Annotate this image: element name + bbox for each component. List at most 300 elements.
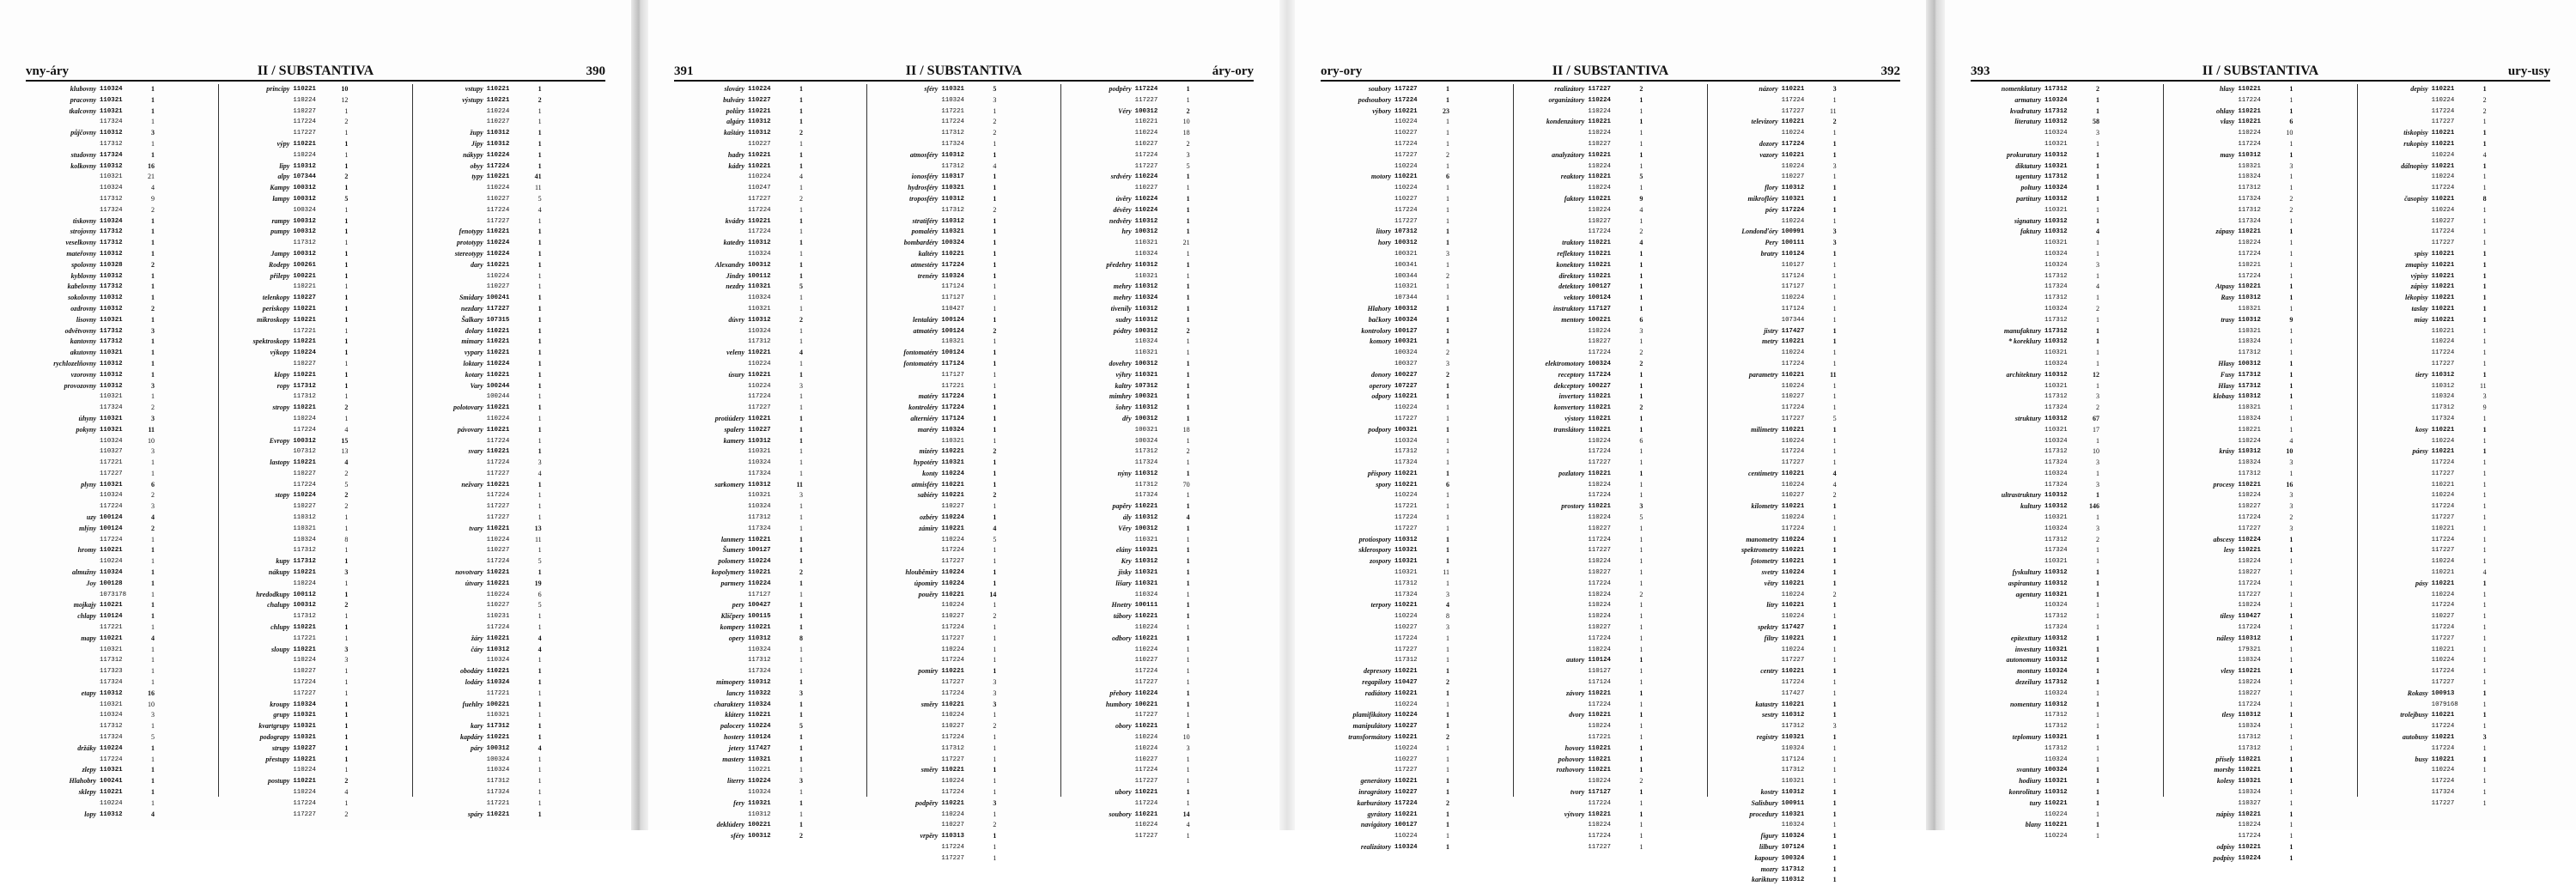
word-entry [416, 194, 602, 205]
word-entry [677, 249, 863, 260]
frequency-count: 1 [1639, 689, 1643, 697]
tag-code: 110321 [293, 712, 316, 719]
tag-code: 110324 [1781, 744, 1805, 752]
word-form: spisy [2414, 249, 2428, 258]
frequency-count: 1 [538, 106, 542, 115]
tag-code: 110221 [1781, 371, 1805, 379]
frequency-count: 1 [1446, 743, 1449, 752]
word-form [2167, 655, 2238, 666]
word-form: montury [2016, 667, 2041, 676]
frequency-count: 1 [538, 425, 542, 434]
frequency-count: 1 [2482, 711, 2487, 719]
tag-code: 117227 [293, 689, 316, 697]
word-entry [871, 765, 1056, 776]
frequency-count: 1 [344, 711, 349, 719]
word-entry [1517, 425, 1703, 436]
word-form: instruktory [1552, 304, 1585, 313]
frequency-count: 3 [344, 645, 349, 653]
frequency-count: 3 [1446, 249, 1449, 258]
word-entry [2361, 359, 2547, 370]
word-form [222, 95, 293, 106]
word-form: agentury [2015, 590, 2041, 598]
frequency-count: 1 [538, 798, 542, 807]
frequency-count: 1 [799, 700, 803, 708]
tag-code: 117124 [1588, 679, 1611, 687]
word-form [2167, 139, 2238, 150]
word-entry [2361, 84, 2547, 95]
word-entry [1711, 128, 1897, 139]
word-entry [222, 611, 408, 622]
word-entry [1711, 810, 1897, 821]
word-form: klubovny [70, 85, 96, 93]
word-entry [1324, 710, 1510, 721]
tag-code: 110221 [748, 536, 771, 543]
tag-code: 110224 [1394, 162, 1418, 170]
tag-code: 110312 [941, 217, 964, 225]
frequency-count: 1 [1639, 271, 1643, 280]
frequency-count: 4 [1832, 480, 1837, 489]
word-entry [1324, 567, 1510, 579]
tag-code: 110321 [2044, 206, 2068, 214]
word-entry [1517, 436, 1703, 447]
word-form: parmery [720, 579, 744, 587]
frequency-count: 1 [799, 205, 803, 214]
tag-code: 110221 [1588, 744, 1611, 752]
word-form: páesy [2412, 447, 2428, 456]
word-form: míay [2414, 315, 2428, 324]
frequency-count: 1 [1186, 491, 1190, 500]
tag-code: 110221 [2238, 283, 2261, 291]
frequency-count: 1 [799, 557, 803, 566]
word-form [1065, 95, 1135, 106]
word-form: principy [266, 85, 290, 93]
frequency-count: 1 [151, 228, 155, 236]
word-form [2361, 535, 2432, 546]
word-entry [2361, 150, 2547, 161]
running-header [26, 60, 605, 79]
word-form: Klíčpery [720, 612, 744, 621]
word-form [2361, 721, 2432, 732]
word-entry [1517, 524, 1703, 535]
frequency-count: 2 [2482, 106, 2487, 115]
word-form: sabiéry [917, 491, 939, 500]
frequency-count: 11 [2479, 381, 2487, 390]
tag-code: 110227 [1588, 624, 1611, 632]
tag-code: 110321 [2044, 646, 2068, 653]
tag-code: 110224 [486, 185, 510, 192]
frequency-count: 1 [1832, 271, 1837, 280]
frequency-count: 1 [538, 755, 542, 763]
frequency-count: 1 [1446, 513, 1449, 522]
word-form: registry [1756, 733, 1778, 742]
frequency-count: 1 [538, 689, 542, 697]
word-entry [2167, 260, 2353, 271]
word-entry [2167, 689, 2353, 700]
word-form: sféry [924, 85, 939, 93]
frequency-count: 2 [538, 95, 542, 104]
word-form: konrolitury [2008, 788, 2041, 796]
word-entry [2167, 535, 2353, 546]
word-entry [2167, 84, 2353, 95]
word-entry [871, 732, 1056, 743]
tag-code: 117312 [2238, 185, 2261, 192]
frequency-count: 1 [2482, 458, 2487, 467]
word-entry [871, 853, 1056, 865]
frequency-count: 1 [151, 359, 155, 367]
tag-code: 110312 [1134, 283, 1158, 291]
frequency-count: 1 [2289, 139, 2293, 148]
tag-code: 110321 [2238, 162, 2261, 170]
word-form: chlapy [77, 612, 96, 621]
frequency-count: 4 [1186, 821, 1190, 829]
word-entry [416, 645, 602, 656]
word-entry [1517, 501, 1703, 513]
word-form: atmatéry [913, 326, 939, 335]
tag-code: 117224 [1781, 140, 1805, 148]
word-form: hory [1377, 239, 1391, 247]
word-entry [222, 216, 408, 228]
word-entry [1065, 755, 1250, 766]
tag-code: 110227 [1588, 140, 1611, 148]
word-entry [677, 194, 863, 205]
word-entry [1517, 776, 1703, 787]
tag-code: 110224 [486, 591, 510, 598]
word-entry [2361, 655, 2547, 666]
tag-code: 110224 [748, 580, 771, 587]
word-entry [2167, 567, 2353, 579]
word-form: stratiféry [912, 216, 939, 225]
word-entry [871, 469, 1056, 480]
tag-code: 117224 [486, 558, 510, 566]
tag-code: 110312 [1134, 316, 1158, 324]
tag-code: 117227 [1781, 107, 1805, 115]
word-form [1517, 666, 1588, 677]
word-form: * koreklury [2008, 337, 2041, 346]
frequency-count: 1 [1832, 326, 1837, 335]
word-form: morsby [2214, 766, 2235, 774]
frequency-count: 2 [1639, 359, 1643, 367]
word-entry [2167, 458, 2353, 469]
frequency-count: 1 [2289, 832, 2293, 840]
tag-code: 110224 [1781, 613, 1805, 621]
word-form [1711, 436, 1782, 447]
frequency-count: 5 [799, 282, 803, 291]
frequency-count: 1 [1186, 623, 1190, 632]
word-entry [2361, 513, 2547, 524]
word-entry [2361, 535, 2547, 546]
frequency-count: 3 [1832, 85, 1837, 93]
word-form: Evropy [269, 436, 290, 445]
tag-code: 110312 [1134, 558, 1158, 566]
word-form [1324, 348, 1394, 359]
tag-code: 110312 [100, 382, 123, 390]
frequency-count: 1 [799, 623, 803, 632]
word-form [871, 556, 941, 567]
word-form: pozlatory [1558, 469, 1585, 477]
tag-code: 117427 [1781, 689, 1805, 697]
tag-code: 117312 [2238, 470, 2261, 477]
frequency-count: 1 [344, 150, 349, 159]
frequency-count: 1 [2096, 557, 2099, 566]
word-entry [1711, 501, 1897, 513]
word-form: nežvary [461, 480, 483, 489]
word-form [1065, 710, 1135, 721]
frequency-count: 1 [993, 601, 997, 610]
word-entry [1065, 205, 1250, 216]
word-form [29, 446, 100, 458]
word-entry [2167, 271, 2353, 282]
word-form [1324, 622, 1394, 634]
word-entry [222, 249, 408, 260]
word-entry [1324, 622, 1510, 634]
frequency-count: 4 [538, 645, 542, 653]
word-entry [871, 304, 1056, 315]
tag-code: 110312 [2238, 151, 2261, 159]
frequency-count: 1 [2289, 414, 2293, 422]
word-entry [1324, 743, 1510, 755]
tag-code: 117221 [100, 624, 123, 632]
frequency-count: 1 [993, 513, 997, 522]
word-form [29, 622, 100, 634]
word-form [222, 677, 293, 689]
word-entry [1711, 600, 1897, 611]
tag-code: 110312 [293, 162, 316, 170]
word-entry [1711, 315, 1897, 326]
word-form: závory [1566, 689, 1585, 697]
frequency-count: 3 [799, 689, 803, 697]
tag-code: 110321 [293, 723, 316, 731]
word-entry [29, 798, 215, 810]
tag-code: 117127 [748, 591, 771, 598]
frequency-count: 1 [1186, 788, 1190, 796]
word-form: zmapisy [2405, 260, 2428, 269]
frequency-count: 1 [993, 469, 997, 477]
word-form: výstory [1564, 414, 1585, 422]
tag-code: 110221 [2431, 712, 2455, 719]
word-form: přísely [2215, 755, 2235, 763]
frequency-count: 1 [151, 95, 155, 104]
frequency-count: 1 [2289, 249, 2293, 258]
word-entry [2361, 666, 2547, 677]
word-form: nedvěry [1109, 216, 1132, 225]
tag-code: 110221 [2431, 261, 2455, 269]
word-entry [1324, 600, 1510, 611]
word-form [416, 194, 487, 205]
tag-code: 110427 [1394, 679, 1418, 687]
word-form: akutovny [70, 349, 96, 357]
word-entry [677, 326, 863, 337]
tag-code: 107312 [1394, 228, 1418, 236]
word-entry [416, 634, 602, 645]
frequency-count: 4 [1832, 469, 1837, 477]
word-entry [1711, 524, 1897, 535]
tag-code: 110224 [941, 470, 964, 477]
word-entry [1065, 579, 1250, 590]
tag-code: 117224 [293, 799, 316, 807]
tag-code: 117124 [1781, 756, 1805, 763]
word-form: výpisy [2410, 271, 2428, 280]
frequency-count: 2 [344, 777, 349, 786]
frequency-count: 3 [1186, 743, 1190, 752]
word-form: mikroskopy [257, 315, 290, 324]
word-entry [29, 765, 215, 776]
tag-code: 110321 [1394, 569, 1418, 577]
frequency-count: 1 [151, 568, 155, 577]
frequency-count: 1 [2096, 766, 2099, 774]
word-entry [29, 260, 215, 271]
page-393 [1945, 0, 2576, 862]
tag-code: 110321 [748, 492, 771, 500]
frequency-count: 1 [538, 239, 542, 247]
frequency-count: 1 [1186, 777, 1190, 786]
frequency-count: 1 [1446, 129, 1449, 137]
word-form: tvary [469, 524, 483, 532]
word-entry [1711, 567, 1897, 579]
frequency-count: 1 [799, 546, 803, 555]
frequency-count: 1 [993, 173, 997, 181]
word-form [1517, 326, 1588, 337]
word-form [2361, 238, 2432, 249]
word-entry [677, 183, 863, 194]
frequency-count: 1 [151, 216, 155, 225]
frequency-count: 1 [1639, 832, 1643, 840]
tag-code: 117224 [1781, 360, 1805, 367]
word-form: faktury [2020, 228, 2041, 236]
word-form: nýny [1117, 469, 1132, 477]
frequency-count: 2 [344, 601, 349, 610]
tag-code: 110324 [486, 767, 510, 774]
word-form: vlasy [2220, 118, 2235, 126]
tag-code: 110321 [941, 86, 964, 93]
word-entry [1974, 446, 2160, 458]
tag-code: 110227 [1781, 492, 1805, 500]
tag-code: 117227 [293, 810, 316, 818]
word-form: lodáry [465, 678, 483, 687]
word-form: sklerospory [1358, 546, 1391, 555]
tag-code: 117312 [2044, 613, 2068, 621]
frequency-count: 1 [993, 349, 997, 357]
word-form: mateřovny [66, 249, 96, 258]
word-entry [1065, 337, 1250, 348]
frequency-count: 1 [1186, 612, 1190, 621]
word-entry [1065, 150, 1250, 161]
tag-code: 100227 [1588, 382, 1611, 390]
frequency-count: 1 [799, 601, 803, 610]
frequency-count: 10 [341, 85, 349, 93]
word-entry [1711, 381, 1897, 392]
word-entry [677, 469, 863, 480]
word-entry [2167, 590, 2353, 601]
tag-code: 110324 [1134, 294, 1158, 302]
word-entry [2167, 842, 2353, 853]
tag-code: 110221 [1588, 173, 1611, 181]
tag-code: 117312 [100, 327, 123, 335]
word-form [416, 600, 487, 611]
tag-code: 117312 [2238, 349, 2261, 357]
tag-code: 110227 [293, 294, 316, 302]
word-entry [1974, 304, 2160, 315]
word-entry [222, 183, 408, 194]
word-form [1517, 700, 1588, 711]
word-form: autonomury [2006, 656, 2041, 664]
word-entry [1065, 776, 1250, 787]
frequency-count: 2 [2482, 95, 2487, 104]
frequency-count: 1 [1639, 282, 1643, 291]
tag-code: 100312 [1134, 107, 1158, 115]
tag-code: 110321 [1134, 272, 1158, 280]
frequency-count: 1 [1832, 436, 1837, 445]
word-entry [1974, 590, 2160, 601]
word-form [1974, 205, 2044, 216]
frequency-count: 1 [2289, 743, 2293, 752]
tag-code: 110321 [1134, 569, 1158, 577]
tag-code: 110312 [100, 272, 123, 280]
word-form [1711, 611, 1782, 622]
tag-code: 110224 [2431, 338, 2455, 346]
tag-code: 117224 [1134, 151, 1158, 159]
word-entry [1065, 556, 1250, 567]
word-form [2361, 524, 2432, 535]
word-entry [2361, 95, 2547, 106]
tag-code: 110224 [2238, 558, 2261, 566]
tag-code: 110221 [1781, 634, 1805, 642]
word-entry [2361, 700, 2547, 711]
tag-code: 117224 [486, 492, 510, 500]
tag-code: 110221 [2431, 734, 2455, 742]
word-entry [416, 798, 602, 810]
word-entry [29, 810, 215, 821]
frequency-count: 1 [2289, 260, 2293, 269]
word-form [416, 776, 487, 787]
frequency-count: 1 [2482, 85, 2487, 93]
word-column [412, 84, 605, 818]
tag-code: 110321 [1134, 547, 1158, 555]
word-form [1065, 150, 1135, 161]
word-entry [1324, 765, 1510, 776]
word-entry [1324, 787, 1510, 798]
tag-code: 110312 [2044, 634, 2068, 642]
word-entry [1711, 765, 1897, 776]
tag-code: 100312 [1134, 415, 1158, 422]
tag-code: 117224 [293, 426, 316, 434]
tag-code: 110227 [486, 602, 510, 610]
word-entry [1324, 282, 1510, 293]
frequency-count: 4 [1446, 601, 1449, 610]
tag-code: 117224 [486, 624, 510, 632]
word-entry [1065, 348, 1250, 359]
frequency-count: 1 [538, 228, 542, 236]
word-form [1324, 414, 1394, 425]
frequency-count: 1 [1446, 184, 1449, 192]
word-form: investury [2014, 645, 2041, 653]
tag-code: 117224 [1588, 701, 1611, 708]
frequency-count: 1 [2096, 294, 2099, 302]
frequency-count: 1 [1186, 282, 1190, 291]
tag-code: 117312 [1134, 448, 1158, 456]
tag-code: 117224 [748, 206, 771, 214]
tag-code: 110312 [2044, 338, 2068, 346]
tag-code: 110312 [2044, 657, 2068, 664]
tag-code: 110312 [2431, 382, 2455, 390]
word-entry [1324, 359, 1510, 370]
frequency-count: 1 [993, 139, 997, 148]
word-entry [1324, 524, 1510, 535]
word-entry [871, 84, 1056, 95]
word-entry [1065, 677, 1250, 689]
tag-code: 110224 [1134, 130, 1158, 137]
tag-code: 110221 [486, 580, 510, 587]
frequency-count: 1 [1446, 579, 1449, 587]
